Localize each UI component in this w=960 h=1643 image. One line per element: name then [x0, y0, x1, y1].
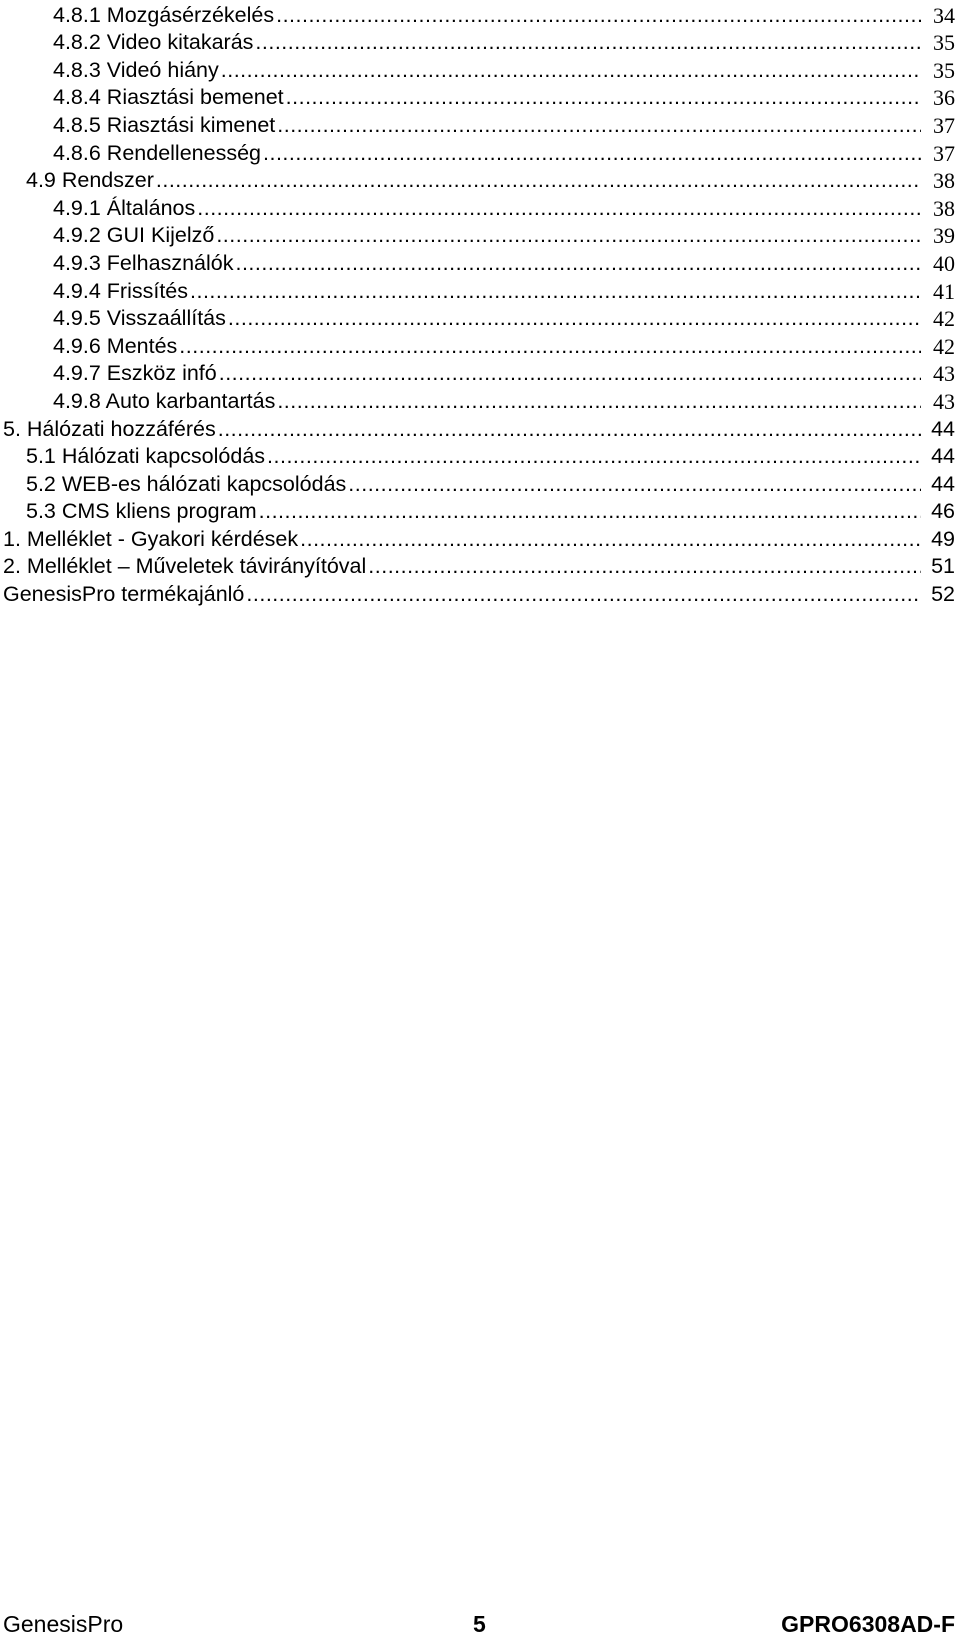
- toc-entry-title: 4.8.6 Rendellenesség: [53, 140, 261, 165]
- toc-entry-title: 4.8.4 Riasztási bemenet: [53, 85, 284, 110]
- toc-dot-leader: [219, 361, 921, 386]
- toc-entry-page: 52: [931, 582, 955, 607]
- toc-dot-leader: [259, 499, 921, 524]
- toc-dot-leader: [255, 30, 921, 55]
- toc-entry[interactable]: [0, 469, 960, 497]
- footer-brand: GenesisPro: [3, 1611, 124, 1637]
- toc-entry[interactable]: [0, 414, 960, 442]
- toc-dot-leader: [235, 251, 921, 276]
- toc-entry[interactable]: [0, 497, 960, 525]
- toc-dot-leader: [216, 223, 921, 248]
- toc-entry-title: 4.9.7 Eszköz infó: [53, 361, 217, 386]
- toc-entry-page: 44: [931, 416, 955, 441]
- toc-entry-page: 42: [933, 333, 955, 359]
- footer-model: GPRO6308AD-F: [781, 1611, 955, 1637]
- toc-entry[interactable]: [0, 221, 960, 249]
- toc-entry-page: 43: [933, 361, 955, 387]
- toc-dot-leader: [218, 417, 921, 442]
- toc-entry-page: 38: [933, 168, 955, 194]
- toc-dot-leader: [246, 582, 921, 607]
- toc-entry[interactable]: [0, 579, 960, 607]
- toc-entry[interactable]: [0, 166, 960, 194]
- toc-entry-title: 4.9.3 Felhasználók: [53, 250, 234, 275]
- toc-dot-leader: [221, 58, 921, 83]
- table-of-contents: [0, 0, 960, 607]
- toc-entry-title: 4.9.6 Mentés: [53, 333, 178, 358]
- toc-entry[interactable]: [0, 248, 960, 276]
- toc-entry-page: 35: [933, 30, 955, 56]
- toc-entry-title: 4.8.3 Videó hiány: [53, 57, 219, 82]
- toc-dot-leader: [300, 527, 921, 552]
- toc-entry-page: 51: [931, 554, 955, 579]
- toc-entry-page: 46: [931, 499, 955, 524]
- toc-entry[interactable]: [0, 28, 960, 56]
- toc-dot-leader: [228, 306, 921, 331]
- toc-entry[interactable]: [0, 83, 960, 111]
- toc-entry-page: 37: [933, 112, 955, 138]
- toc-entry-page: 41: [933, 278, 955, 304]
- toc-entry-title: 4.8.1 Mozgásérzékelés: [53, 2, 275, 27]
- toc-entry-title: 4.9 Rendszer: [26, 168, 154, 193]
- toc-entry-title: 5.1 Hálózati kapcsolódás: [26, 444, 266, 469]
- toc-dot-leader: [267, 444, 921, 469]
- toc-entry-page: 42: [933, 306, 955, 332]
- toc-entry[interactable]: [0, 138, 960, 166]
- toc-entry-title: 4.9.4 Frissítés: [53, 278, 189, 303]
- toc-entry-page: 44: [931, 471, 955, 496]
- toc-entry[interactable]: [0, 331, 960, 359]
- toc-entry-page: 40: [933, 250, 955, 276]
- footer-page-number: 5: [473, 1611, 486, 1637]
- toc-entry[interactable]: [0, 359, 960, 387]
- toc-entry-title: 5.2 WEB-es hálózati kapcsolódás: [26, 471, 347, 496]
- toc-entry-page: 37: [933, 140, 955, 166]
- toc-entry[interactable]: [0, 304, 960, 332]
- toc-entry-page: 43: [933, 388, 955, 414]
- toc-entry-page: 35: [933, 57, 955, 83]
- toc-entry-page: 36: [933, 85, 955, 111]
- toc-entry-title: 4.8.2 Video kitakarás: [53, 30, 254, 55]
- toc-dot-leader: [286, 85, 921, 110]
- toc-entry-title: 4.9.2 GUI Kijelző: [53, 223, 215, 248]
- toc-entry[interactable]: [0, 110, 960, 138]
- toc-dot-leader: [179, 334, 921, 359]
- toc-entry[interactable]: [0, 442, 960, 470]
- toc-entry-page: 38: [933, 195, 955, 221]
- toc-entry-title: 4.9.5 Visszaállítás: [53, 306, 226, 331]
- toc-entry-page: 34: [933, 2, 955, 28]
- toc-entry-title: GenesisPro termékajánló: [3, 582, 245, 607]
- toc-entry-page: 49: [931, 526, 955, 551]
- toc-dot-leader: [277, 389, 921, 414]
- page-footer: [3, 1610, 955, 1640]
- toc-entry-page: 39: [933, 223, 955, 249]
- toc-entry-title: 1. Melléklet - Gyakori kérdések: [3, 526, 299, 551]
- toc-dot-leader: [190, 279, 921, 304]
- toc-dot-leader: [276, 3, 921, 28]
- toc-dot-leader: [156, 168, 921, 193]
- toc-entry-title: 5.3 CMS kliens program: [26, 499, 257, 524]
- toc-entry-title: 2. Melléklet – Műveletek távirányítóval: [3, 554, 367, 579]
- toc-entry-title: 5. Hálózati hozzáférés: [3, 416, 216, 441]
- toc-entry[interactable]: [0, 0, 960, 28]
- toc-entry-title: 4.9.1 Általános: [53, 195, 196, 220]
- toc-dot-leader: [277, 113, 921, 138]
- toc-entry-title: 4.9.8 Auto karbantartás: [53, 388, 276, 413]
- toc-entry[interactable]: [0, 386, 960, 414]
- toc-entry-title: 4.8.5 Riasztási kimenet: [53, 112, 276, 137]
- toc-dot-leader: [368, 554, 921, 579]
- toc-entry[interactable]: [0, 55, 960, 83]
- toc-entry-page: 44: [931, 444, 955, 469]
- toc-entry[interactable]: [0, 552, 960, 580]
- toc-dot-leader: [263, 141, 921, 166]
- toc-dot-leader: [197, 196, 921, 221]
- toc-dot-leader: [348, 472, 921, 497]
- toc-entry[interactable]: [0, 276, 960, 304]
- toc-entry[interactable]: [0, 193, 960, 221]
- toc-entry[interactable]: [0, 524, 960, 552]
